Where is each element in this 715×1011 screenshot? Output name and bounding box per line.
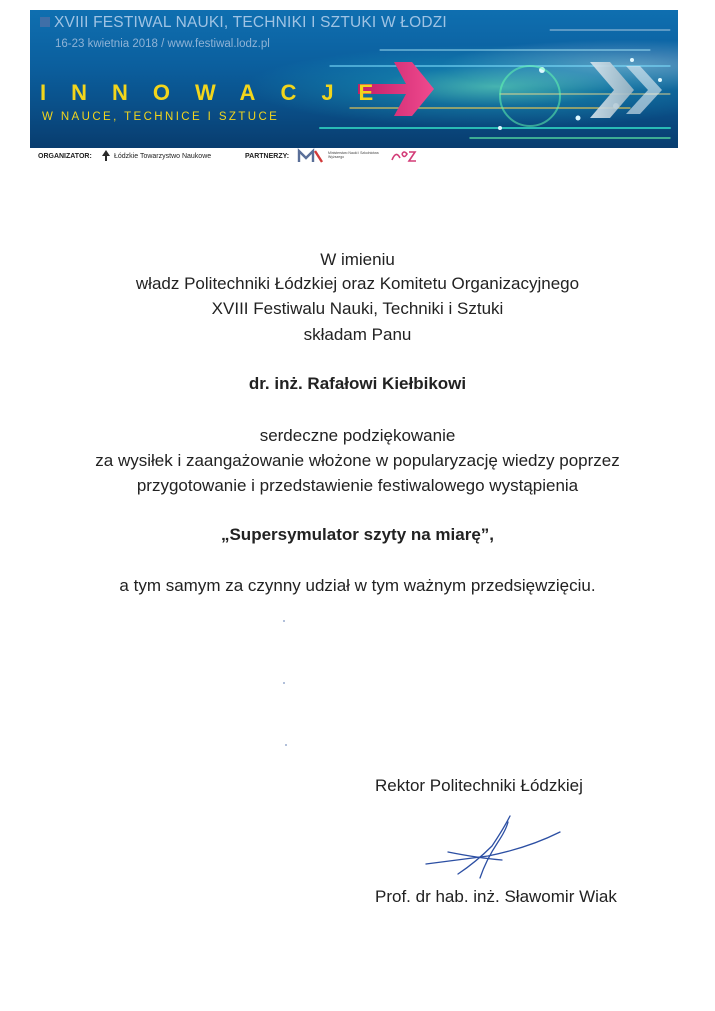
tree-logo-icon [101, 150, 111, 164]
partners-label: PARTNERZY: [245, 153, 290, 160]
intro-line: XVIII Festiwalu Nauki, Techniki i Sztuki [211, 299, 504, 318]
festival-title-text: XVIII FESTIWAL NAUKI, TECHNIKI I SZTUKI W ŁODZI [54, 14, 447, 31]
ministry-name: Ministerstwo Nauki i Szkolnictwa Wyższego [328, 151, 379, 159]
square-icon [40, 17, 50, 27]
grey-chevron-icon [590, 62, 634, 118]
closing-line: a tym samym za czynny udział w tym ważnym przedsięwzięciu. [119, 576, 596, 595]
talk-title: „Supersymulator szyty na miarę”, [220, 525, 495, 544]
intro-line: władz Politechniki Łódzkiej oraz Komitetu Organizacyjnego [135, 274, 580, 293]
recipient-name: dr. inż. Rafałowi Kiełbikowi [248, 374, 467, 393]
thanks-line: za wysiłek i zaangażowanie włożone w popularyzację wiedzy poprzez [95, 451, 620, 470]
thanks-line: serdeczne podziękowanie [259, 426, 456, 445]
signatory-name: Prof. dr hab. inż. Sławomir Wiak [375, 887, 617, 906]
festival-title [40, 14, 447, 32]
scan-mark [283, 682, 285, 684]
sponsor-strip [30, 148, 678, 166]
lodz-logo-icon [390, 148, 418, 166]
intro-line: składam Panu [303, 325, 412, 344]
signatory-role: Rektor Politechniki Łódzkiej [375, 776, 583, 795]
festival-headline: INNOWACJE [40, 80, 399, 105]
intro-line: W imieniu [320, 250, 395, 269]
thanks-line: przygotowanie i przedstawienie festiwalowego wystąpienia [136, 476, 579, 495]
festival-subline: W NAUCE, TECHNICE I SZTUCE [42, 111, 280, 123]
scan-mark [285, 744, 287, 746]
festival-banner [30, 10, 678, 160]
handwritten-signature [418, 812, 568, 887]
organizer-name: Łódzkie Towarzystwo Naukowe [114, 153, 212, 160]
festival-dates: 16-23 kwietnia 2018 / www.festiwal.lodz.pl [55, 38, 270, 50]
ministry-logo-icon [298, 149, 324, 165]
organizer-label: ORGANIZATOR: [38, 153, 92, 160]
scan-mark [283, 620, 285, 622]
